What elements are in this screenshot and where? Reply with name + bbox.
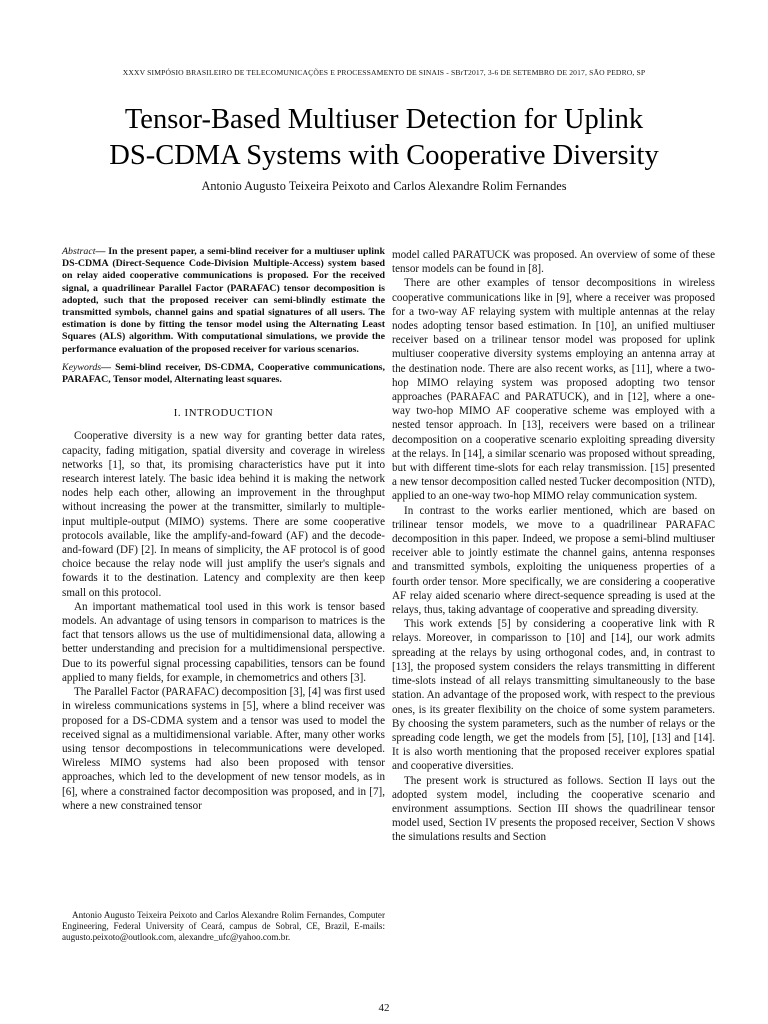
abstract-label: Abstract	[62, 246, 96, 257]
intro-paragraph-1: Cooperative diversity is a new way for granting better data rates, capacity, fading mitigation, spatial diversity and coverage in wireless networks [1], so that, its promising characteristics have put it into research interest lately. The basic idea behind it is making the network nodes help each other, allowing an improvement in the throughput without increasing the power at the transmitter, similarly to multiple-input multiple-output (MIMO) systems. There are some cooperative protocols available, like the amplify-and-foward (AF) and the decode-and-foward (DF) [2]. In means of simplicity, the AF protocol is of good choice because the relay node will just amplify the user's signals and fowards it to the destination. Latency and complexity are then keep small on this protocol.	[62, 430, 385, 599]
right-paragraph-5: The present work is structured as follows. Section II lays out the adopted system model, including the cooperative scenario and environment assumptions. Section III shows the quadrilinear tensor model used, Section IV presents the proposed receiver, Section V shows the simulations results and Section	[392, 774, 715, 844]
intro-paragraph-3: The Parallel Factor (PARAFAC) decomposition [3], [4] was first used in wireless communications systems in [5], where a blind receiver was proposed for a DS-CDMA system and a tensor was used to model the received signal as a multidimensional variable. After, many other works using tensor decompostions in telecommunications were developed. Wireless MIMO systems had also been proposed with tensor approaches, which led to the development of new tensor models, as in [6], where a constrained factor decomposition was proposed, and in [7], where a new constrained tensor	[62, 686, 385, 812]
author-footnote: Antonio Augusto Teixeira Peixoto and Carlos Alexandre Rolim Fernandes, Computer Engineering, Federal University of Ceará, campus de Sobral, CE, Brazil, E-mails: augusto.peixoto@outlook.com, alexandre_ufc@yahoo.com.br.	[62, 910, 385, 943]
abstract	[62, 246, 385, 356]
right-paragraph-3: In contrast to the works earlier mentioned, which are based on trilinear tensor models, we move to a quadrilinear PARAFAC decomposition in this paper. Indeed, we propose a semi-blind multiuser receiver able to jointly estimate the channel gains, antenna responses and transmitted symbols, exploiting the uniqueness properties of a fourth order tensor. More specifically, we are considering a cooperative AF relay aided scenario where direct-sequence spreading is used at the relays, thus, taking advantage of cooperative and spreading diversity.	[392, 504, 715, 617]
right-column	[392, 248, 715, 845]
title-line-1: Tensor-Based Multiuser Detection for Uplink	[124, 104, 644, 135]
page-number: 42	[378, 1002, 390, 1014]
abstract-text: — In the present paper, a semi-blind receiver for a multiuser uplink DS-CDMA (Direct-Sequence Code-Division Multiple-Access) system based on relay aided cooperative communications is proposed. For the received signal, a quadrilinear Parallel Factor (PARAFAC) tensor decomposition is adopted, such that the proposed receiver can semi-blindly estimate the transmitted symbols, channel gains and spatial signatures of all users. The estimation is done by fitting the tensor model using the Alternating Least Squares (ALS) algorithm. With computational simulations, we provide the performance evaluation of the proposed receiver for various scenarios.	[62, 246, 385, 355]
left-column	[62, 246, 385, 813]
conference-header: XXXV SIMPÓSIO BRASILEIRO DE TELECOMUNICAÇÕES E PROCESSAMENTO DE SINAIS - SBrT2017, 3-6 DE SETEMBRO DE 2017, SÃO PEDRO, SP	[122, 68, 646, 77]
right-paragraph-1: model called PARATUCK was proposed. An overview of some of these tensor models can be found in [8].	[392, 249, 715, 276]
keywords	[62, 362, 385, 386]
keywords-text: — Semi-blind receiver, DS-CDMA, Cooperative communications, PARAFAC, Tensor model, Alternating least squares.	[62, 361, 385, 386]
author-list: Antonio Augusto Teixeira Peixoto and Carlos Alexandre Rolim Fernandes	[201, 179, 567, 193]
right-paragraph-2: There are other examples of tensor decompositions in wireless cooperative communications like in [9], where a receiver was proposed for a two-way AF relaying system with multiple antennas at the relay nodes adopting tensor based estimation. In [10], an unified multiuser receiver based on a trilinear tensor model was proposed for uplink multiuser cooperative diversity systems employing an antenna array at the destination node. There are also recent works, as [11], where a two-hop MIMO relaying system was proposed adopting two tensor approaches (PARAFAC and PARATUCK), and in [12], where a one-way two-hop MIMO AF cooperative scheme was employed with a nested tensor approach. In [13], receivers were based on a trilinear decomposition on a cooperative scenario exploiting spreading diversity at the relays. In [14], a similar scenario was proposed without spreading, but with different time-slots for each relay transmission. [15] presented a new tensor decomposition called nested Tucker decomposition (NTD), applied to an one-way two-hop MIMO relay communication system.	[392, 277, 715, 503]
right-paragraph-4: This work extends [5] by considering a cooperative link with R relays. Moreover, in comparisson to [10] and [14], our work admits spreading at the relays by using orthogonal codes, and, in contrast to [13], the proposed system considers the relays transmitting in different time-slots instead of all relays transmitting simultaneously to the base station. An advantage of the proposed work, with respect to the previous ones, is its greater flexibility on the choice of some system parameters. By choosing the system parameters, such as the number of relays or the spreading code length, we get the models from [5], [10], [13] and [14]. It is also worth mentioning that the proposed receiver explores spatial and cooperative diversities.	[392, 618, 715, 773]
keywords-label: Keywords	[62, 361, 102, 373]
paper-title	[40, 102, 728, 174]
title-line-2: DS-CDMA Systems with Cooperative Diversity	[109, 140, 659, 171]
intro-paragraph-2: An important mathematical tool used in this work is tensor based models. An advantage of using tensors in comparison to matrices is the fact that tensors allows us the use of multidimensional data, allowing a better understanding and precision for a multidimensional perspective. Due to its powerful signal processing capabilities, tensors can be found applied to many fields, for example, in chemometrics and others [3].	[62, 600, 385, 684]
section-heading-introduction: I. INTRODUCTION	[173, 407, 274, 420]
